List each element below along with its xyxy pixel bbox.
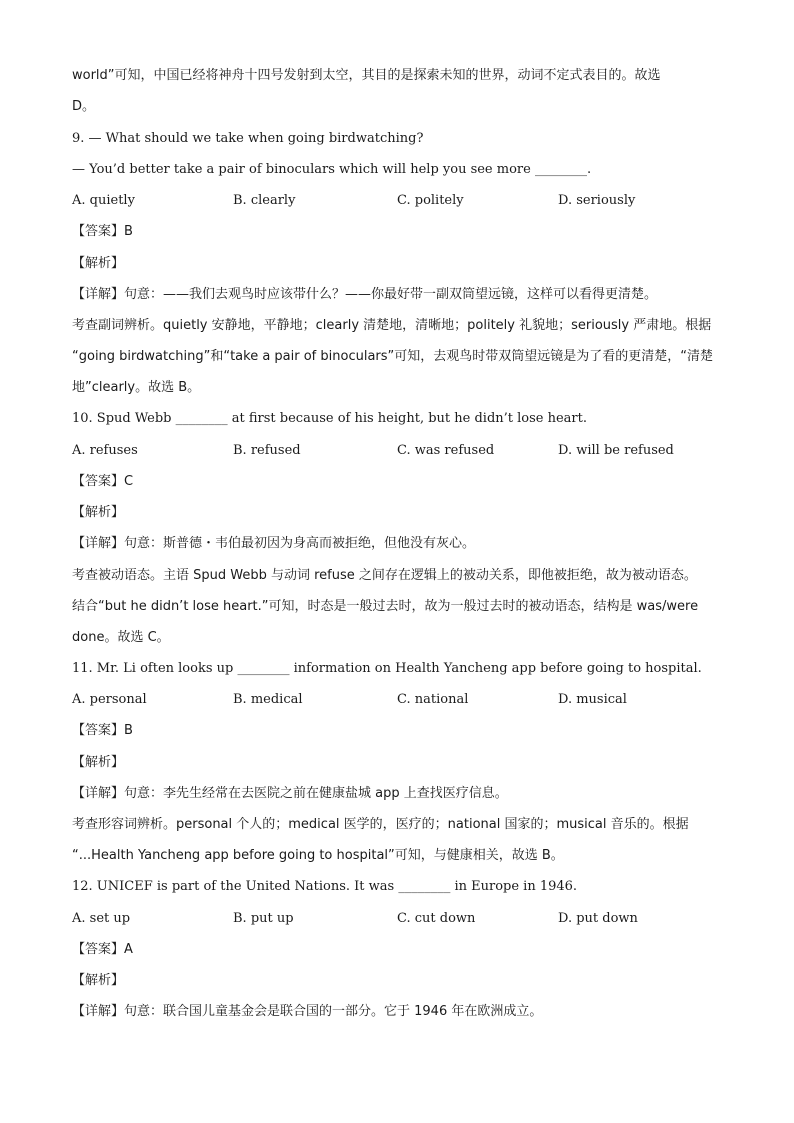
text-line: world”可知，中国已经将神舟十四号发射到太空，其目的是探索未知的世界，动词不定式表目的。故选: [72, 68, 661, 83]
option-a: A. personal: [72, 692, 147, 707]
analysis-label: 【解析】: [72, 256, 125, 271]
question-10-stem: 10. Spud Webb ________ at first because of his height, but he didn’t lose heart.: [72, 411, 587, 426]
analysis-label: 【解析】: [72, 755, 125, 770]
option-d: D. musical: [558, 692, 627, 707]
option-b: B. refused: [233, 443, 301, 458]
detail-text: 【详解】句意：——我们去观鸟时应该带什么？——你最好带一副双筒望远镜，这样可以看得更清楚。: [72, 287, 658, 302]
option-a: A. refuses: [72, 443, 138, 458]
option-c: C. cut down: [397, 911, 476, 926]
question-11-stem: 11. Mr. Li often looks up ________ information on Health Yancheng app before going to hospital.: [72, 661, 702, 676]
answer-label: 【答案】A: [72, 942, 133, 957]
detail-text: 【详解】句意：联合国儿童基金会是联合国的一部分。它于 1946 年在欧洲成立。: [72, 1004, 543, 1019]
analysis-label: 【解析】: [72, 973, 125, 988]
option-c: C. politely: [397, 193, 464, 208]
question-9-stem: 9. — What should we take when going birdwatching?: [72, 131, 424, 146]
detail-text: 考查形容词辨析。personal 个人的；medical 医学的，医疗的；national 国家的；musical 音乐的。根据: [72, 817, 689, 832]
option-a: A. set up: [72, 911, 131, 926]
detail-text: 结合“but he didn’t lose heart.”可知，时态是一般过去时，故为一般过去时的被动语态，结构是 was/were: [72, 599, 699, 614]
answer-label: 【答案】B: [72, 723, 133, 738]
analysis-label: 【解析】: [72, 505, 125, 520]
option-d: D. put down: [558, 911, 638, 926]
text-line: D。: [72, 99, 96, 114]
option-a: A. quietly: [72, 193, 135, 208]
detail-text: 考查被动语态。主语 Spud Webb 与动词 refuse 之间存在逻辑上的被动关系，即他被拒绝，故为被动语态。: [72, 568, 697, 583]
detail-text: “...Health Yancheng app before going to hospital”可知，与健康相关，故选 B。: [72, 848, 564, 863]
answer-label: 【答案】B: [72, 224, 133, 239]
option-d: D. seriously: [558, 193, 636, 208]
answer-label: 【答案】C: [72, 474, 134, 489]
detail-text: 考查副词辨析。quietly 安静地，平静地；clearly 清楚地，清晰地；politely 礼貌地；seriously 严肃地。根据: [72, 318, 712, 333]
question-9-stem-2: — You’d better take a pair of binoculars which will help you see more ________.: [72, 162, 592, 177]
option-c: C. was refused: [397, 443, 495, 458]
option-b: B. medical: [233, 692, 303, 707]
question-12-stem: 12. UNICEF is part of the United Nations. It was ________ in Europe in 1946.: [72, 879, 578, 894]
detail-text: 地”clearly。故选 B。: [72, 380, 201, 395]
option-b: B. put up: [233, 911, 294, 926]
option-d: D. will be refused: [558, 443, 674, 458]
option-c: C. national: [397, 692, 469, 707]
detail-text: “going birdwatching”和“take a pair of binoculars”可知，去观鸟时带双筒望远镜是为了看的更清楚，“清楚: [72, 349, 713, 364]
detail-text: 【详解】句意：斯普德・韦伯最初因为身高而被拒绝，但他没有灰心。: [72, 536, 476, 551]
option-b: B. clearly: [233, 193, 296, 208]
detail-text: 【详解】句意：李先生经常在去医院之前在健康盐城 app 上查找医疗信息。: [72, 786, 508, 801]
detail-text: done。故选 C。: [72, 630, 170, 645]
